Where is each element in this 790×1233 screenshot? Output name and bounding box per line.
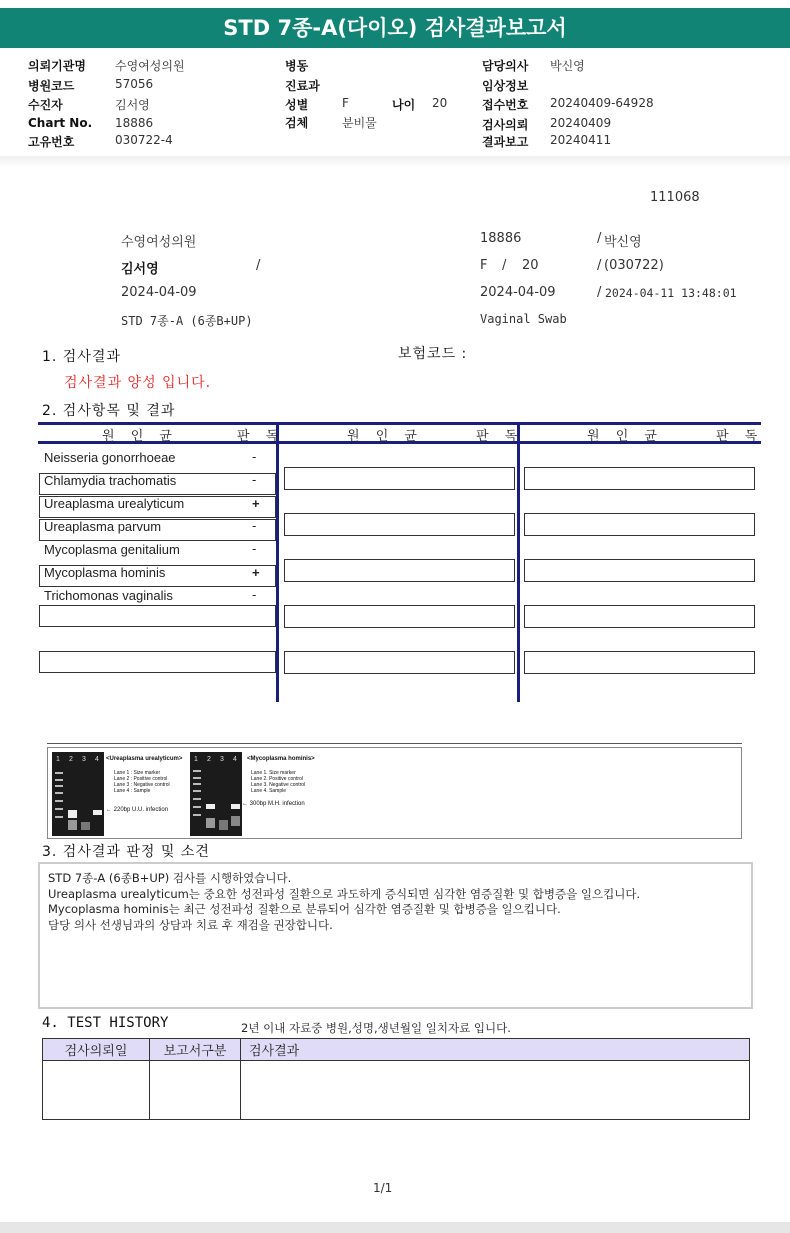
- gel-panel-1-legend-1: Lane 1 : Size marker: [114, 770, 161, 776]
- gel-panel-1-band-label: 220bp U.U. infection: [113, 807, 169, 813]
- col-reading-3: 판 독: [716, 429, 764, 444]
- col-pathogen-2: 원 인 균: [347, 429, 423, 444]
- comment-line: Mycoplasma hominis는 최근 성전파성 질환으로 분류되어 심각한 염증질환 및 합병증을 일으킵니다.: [48, 902, 561, 916]
- info-date-report: 2024-04-11 13:48:01: [605, 286, 737, 300]
- pathogen-result: -: [252, 587, 257, 602]
- label-clinical-info: 임상정보: [482, 79, 529, 93]
- report-title: STD 7종-A(다이오) 검사결과보고서: [0, 8, 790, 48]
- result-summary: 검사결과 양성 입니다.: [64, 375, 212, 391]
- lane-3: 3: [220, 756, 224, 763]
- header-divider: [0, 156, 790, 168]
- history-cell: [241, 1061, 750, 1120]
- lane-1: 1: [194, 756, 198, 763]
- info-sex-separator: /: [502, 258, 507, 273]
- lane-2: 2: [69, 756, 73, 763]
- gel-image: [47, 747, 742, 839]
- pathogen-name: Chlamydia trachomatis: [44, 473, 177, 488]
- footer-bar: [0, 1222, 790, 1233]
- section3-title: 3. 검사결과 판정 및 소견: [42, 844, 210, 860]
- value-age: 20: [432, 96, 448, 110]
- empty-cell: [524, 605, 755, 628]
- value-specimen: 분비물: [342, 116, 377, 130]
- label-age: 나이: [392, 98, 416, 112]
- label-ward: 병동: [285, 59, 309, 73]
- comment-line: 담당 의사 선생님과의 상담과 치료 후 재검을 권장합니다.: [48, 917, 333, 932]
- pathogen-name: Neisseria gonorrhoeae: [44, 450, 176, 465]
- history-cell: [150, 1061, 241, 1120]
- info-hospital: 수영여성의원: [121, 235, 197, 250]
- history-table: [42, 1038, 750, 1120]
- lane-4: 4: [233, 756, 237, 763]
- comment-text: [48, 871, 640, 933]
- label-doctor: 담당의사: [482, 59, 529, 73]
- col-pathogen-3: 원 인 균: [587, 429, 663, 444]
- history-note: 2년 이내 자료중 병원,성명,생년월일 일치자료 입니다.: [241, 1021, 511, 1035]
- empty-cell: [524, 651, 755, 674]
- empty-cell: [524, 467, 755, 490]
- gel-panel-1-legend-3: Lane 3 : Negative control: [114, 782, 170, 788]
- lane-1: 1: [56, 756, 60, 763]
- gel-panel-2-legend-3: Lane 3. Negative control: [251, 782, 306, 788]
- gel-panel-2: [190, 752, 242, 836]
- pathogen-name: Trichomonas vaginalis: [44, 588, 173, 603]
- gel-panel-2-legend-1: Lane 1. Size marker: [251, 770, 296, 776]
- empty-cell: [284, 651, 515, 674]
- history-cell: [43, 1061, 150, 1120]
- value-doctor: 박신영: [550, 59, 585, 73]
- gel-panel-1-legend-4: Lane 4 : Sample: [114, 788, 151, 794]
- section4-title: 4. TEST HISTORY: [42, 1015, 169, 1031]
- info-test-name: STD 7종-A (6종B+UP): [121, 314, 253, 328]
- history-empty-row: [43, 1061, 750, 1120]
- label-request-date: 검사의뢰: [482, 118, 529, 132]
- col-pathogen-1: 원 인 균: [102, 429, 178, 444]
- gel-top-rule: [47, 743, 742, 744]
- lane-2: 2: [207, 756, 211, 763]
- history-header-row: [43, 1039, 750, 1061]
- empty-cell: [39, 605, 276, 627]
- page-number: 1/1: [373, 1181, 393, 1195]
- value-unique-no: 030722-4: [115, 133, 173, 147]
- value-request-date: 20240409: [550, 116, 612, 130]
- info-specimen: Vaginal Swab: [480, 312, 567, 326]
- info-chart: 18886: [480, 231, 522, 246]
- label-institution: 의뢰기관명: [28, 59, 86, 73]
- value-patient: 김서영: [115, 98, 150, 112]
- label-report-date: 결과보고: [482, 135, 529, 149]
- gel-panel-1: [52, 752, 104, 836]
- report-code: 111068: [650, 190, 700, 205]
- pathogen-name: Mycoplasma genitalium: [44, 542, 180, 557]
- info-sex: F: [480, 258, 488, 273]
- info-date-separator: /: [597, 285, 602, 300]
- col-reading-2: 판 독: [476, 429, 524, 444]
- label-hospital-code: 병원코드: [28, 79, 75, 93]
- gel-panel-2-band: ← 300bp M.H. infection: [242, 801, 305, 807]
- value-sex: F: [342, 96, 349, 110]
- info-id: (030722): [604, 258, 664, 273]
- pathogen-result: -: [252, 541, 257, 556]
- gel-panel-2-legend-4: Lane 4. Sample: [251, 788, 287, 794]
- value-hospital-code: 57056: [115, 77, 154, 91]
- value-chart-no: 18886: [115, 116, 154, 130]
- section2-title: 2. 검사항목 및 결과: [42, 403, 176, 419]
- lane-3: 3: [82, 756, 86, 763]
- comment-line: STD 7종-A (6종B+UP) 검사를 시행하였습니다.: [48, 871, 292, 885]
- gel-panel-2-band-label: 300bp M.H. infection: [249, 801, 305, 807]
- value-report-date: 20240411: [550, 133, 612, 147]
- empty-cell: [284, 605, 515, 628]
- pathogen-result: -: [252, 518, 257, 533]
- label-unique-no: 고유번호: [28, 135, 75, 149]
- label-receipt-no: 접수번호: [482, 98, 529, 112]
- label-sex: 성별: [285, 98, 309, 112]
- label-chart-no: Chart No.: [28, 116, 93, 130]
- empty-cell: [284, 559, 515, 582]
- gel-panel-1-title: <Ureaplasma urealyticum>: [106, 756, 183, 762]
- table-divider-2: [517, 422, 520, 702]
- comment-box: [38, 862, 753, 1009]
- pathogen-name: Mycoplasma hominis: [44, 565, 166, 580]
- empty-cell: [39, 651, 276, 673]
- info-id-separator: /: [597, 258, 602, 273]
- pathogen-name: Ureaplasma parvum: [44, 519, 162, 534]
- history-col-report-type: 보고서구분: [150, 1039, 241, 1061]
- value-receipt-no: 20240409-64928: [550, 96, 654, 110]
- comment-line: Ureaplasma urealyticum는 중요한 성전파성 질환으로 과도하게 증식되면 심각한 염증질환 및 합병증을 일으킵니다.: [48, 886, 641, 901]
- empty-cell: [524, 513, 755, 536]
- pathogen-result: +: [252, 565, 260, 580]
- history-col-request-date: 검사의뢰일: [43, 1039, 150, 1061]
- pathogen-result: -: [252, 472, 257, 487]
- gel-panel-1-band: ← 220bp U.U. infection: [106, 807, 169, 813]
- col-reading-1: 판 독: [237, 429, 285, 444]
- history-col-result: 검사결과: [241, 1039, 750, 1061]
- empty-cell: [284, 513, 515, 536]
- empty-cell: [284, 467, 515, 490]
- label-specimen: 검체: [285, 116, 309, 130]
- pathogen-result: -: [252, 449, 257, 464]
- empty-cell: [524, 559, 755, 582]
- pathogen-result: +: [252, 496, 260, 511]
- gel-panel-2-legend-2: Lane 2. Positive control: [251, 776, 303, 782]
- insurance-code-label: 보험코드 :: [398, 346, 468, 362]
- label-patient: 수진자: [28, 98, 63, 112]
- gel-panel-2-title: <Mycoplasma hominis>: [247, 756, 315, 762]
- label-department: 진료과: [285, 79, 320, 93]
- value-institution: 수영여성의원: [115, 59, 185, 73]
- lane-4: 4: [95, 756, 99, 763]
- info-patient-separator: /: [256, 258, 261, 273]
- info-doctor: 박신영: [604, 235, 642, 250]
- pathogen-name: Ureaplasma urealyticum: [44, 496, 185, 511]
- section1-title: 1. 검사결과: [42, 349, 121, 365]
- info-patient: 김서영: [121, 262, 159, 277]
- info-age: 20: [522, 258, 539, 273]
- info-date-receipt: 2024-04-09: [480, 285, 556, 300]
- table-divider-1: [276, 422, 279, 702]
- info-chart-separator: /: [597, 231, 602, 246]
- info-date-request: 2024-04-09: [121, 285, 197, 300]
- gel-panel-1-legend-2: Lane 2 : Positive control: [114, 776, 168, 782]
